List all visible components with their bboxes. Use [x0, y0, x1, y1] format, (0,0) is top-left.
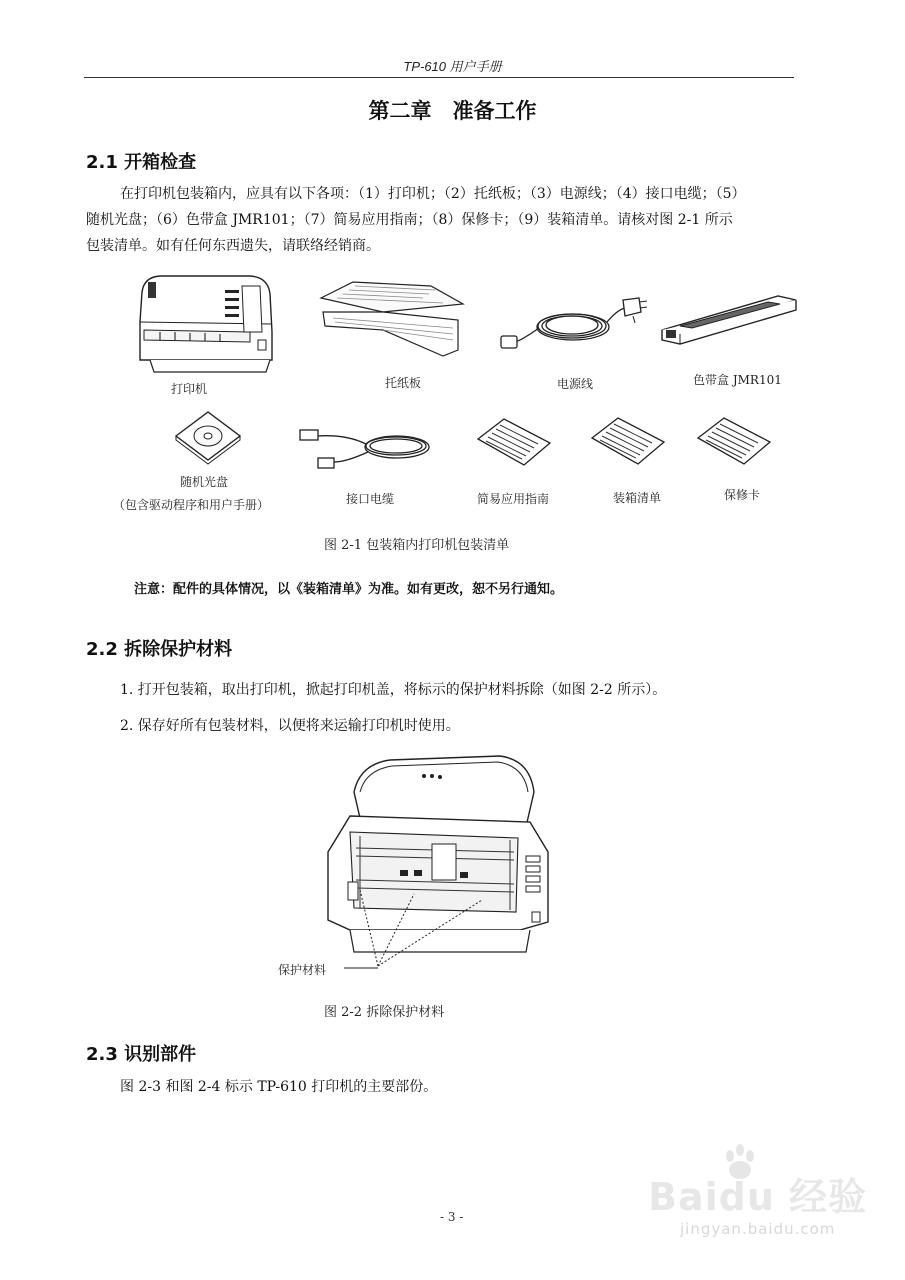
label-paper-tray: 托纸板	[385, 376, 422, 390]
page-number: - 3 -	[440, 1210, 464, 1224]
label-printer: 打印机	[171, 382, 208, 396]
label-power-cord: 电源线	[557, 377, 594, 391]
cd-illustration	[172, 408, 242, 464]
label-protective-material: 保护材料	[278, 963, 327, 977]
section-2-1-line-1: 在打印机包装箱内，应具有以下各项：（1）打印机；（2）托纸板；（3）电源线；（4）接口电缆；（5）	[120, 186, 746, 202]
interface-cable-illustration	[296, 426, 436, 476]
protective-material-pointer-lines	[340, 880, 500, 980]
figure-2-1-caption: 图 2-1 包装箱内打印机包装清单	[324, 538, 510, 553]
section-2-3-text: 图 2-3 和图 2-4 标示 TP-610 打印机的主要部份。	[120, 1079, 438, 1095]
printer-illustration	[130, 272, 280, 377]
paper-tray-illustration	[313, 278, 463, 358]
section-2-2-item-1: 1. 打开包装箱，取出打印机，掀起打印机盖，将标示的保护材料拆除（如图 2-2 所示）。	[120, 682, 667, 698]
figure-2-2-caption: 图 2-2 拆除保护材料	[324, 1005, 445, 1020]
quick-guide-illustration	[474, 415, 554, 470]
label-packing-list: 装箱清单	[613, 491, 662, 505]
header-divider	[84, 77, 794, 78]
label-warranty-card: 保修卡	[724, 488, 761, 502]
section-2-1-line-3: 包装清单。如有任何东西遗失，请联络经销商。	[86, 238, 380, 254]
packing-list-illustration	[588, 414, 668, 469]
page-header-title: TP-610 用户手册	[403, 59, 502, 74]
label-quick-guide: 简易应用指南	[477, 492, 550, 506]
note-text: 注意：配件的具体情况，以《装箱清单》为准。如有更改，恕不另行通知。	[134, 582, 564, 597]
section-2-3-heading: 2.3 识别部件	[86, 1044, 197, 1065]
label-cd-contents: （包含驱动程序和用户手册）	[113, 498, 270, 512]
label-cd: 随机光盘	[180, 475, 229, 489]
chapter-title: 第二章 准备工作	[368, 99, 537, 123]
section-2-1-line-2: 随机光盘；（6）色带盒 JMR101；（7）简易应用指南；（8）保修卡；（9）装箱清单。请核对图 2-1 所示	[86, 212, 733, 228]
power-cord-illustration	[497, 290, 647, 360]
watermark-brand: Baidu 经验	[648, 1175, 868, 1219]
label-interface-cable: 接口电缆	[346, 492, 395, 506]
warranty-card-illustration	[694, 414, 774, 469]
label-ribbon-cartridge: 色带盒 JMR101	[693, 373, 782, 387]
section-2-2-item-2: 2. 保存好所有包装材料，以便将来运输打印机时使用。	[120, 718, 460, 734]
ribbon-cartridge-illustration	[658, 290, 798, 350]
section-2-1-heading: 2.1 开箱检查	[86, 152, 197, 173]
section-2-2-heading: 2.2 拆除保护材料	[86, 639, 233, 660]
watermark-url: jingyan.baidu.com	[680, 1220, 836, 1238]
